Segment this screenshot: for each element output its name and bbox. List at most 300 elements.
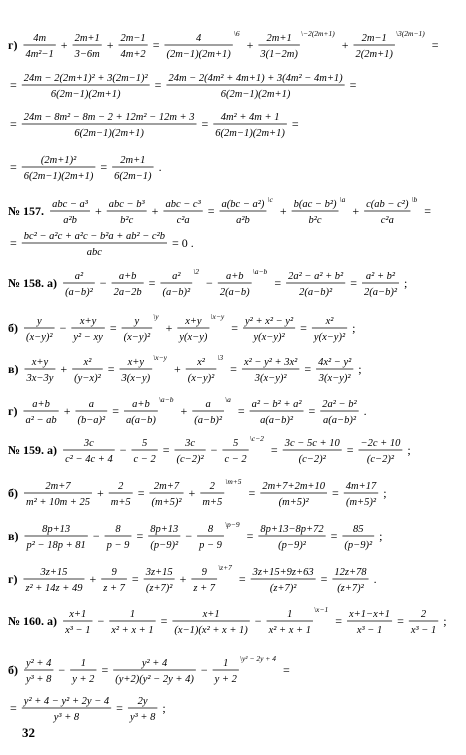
fraction — [344, 481, 378, 508]
operator: = — [131, 572, 139, 586]
extra-factor: \b — [411, 195, 418, 204]
fraction — [197, 520, 240, 551]
denominator: x² + x + 1 — [268, 625, 311, 636]
operator: = — [160, 614, 168, 628]
fraction — [163, 199, 202, 226]
operator: + — [89, 572, 97, 586]
fraction — [258, 29, 335, 60]
fraction — [218, 267, 268, 298]
operator: − — [92, 529, 100, 543]
fraction — [131, 438, 157, 465]
numerator: 5 — [232, 438, 239, 449]
numerator: a² — [172, 271, 181, 282]
numerator: 9 — [111, 567, 117, 578]
numerator: 3c − 5c + 10 — [284, 438, 340, 449]
numerator: x² — [83, 357, 92, 368]
denominator: (p−9)² — [150, 540, 179, 551]
numerator: y² + x² − y² — [245, 316, 294, 327]
operator: = — [201, 117, 209, 131]
operator: − — [59, 321, 67, 335]
numerator: 2m+1 — [74, 33, 100, 44]
numerator: 4m² + 4m + 1 — [220, 112, 280, 123]
denominator: a(a−b)² — [260, 415, 294, 426]
fraction — [124, 395, 174, 426]
operator: = — [10, 160, 17, 174]
fraction — [250, 399, 304, 426]
numerator: x² — [325, 316, 334, 327]
numerator: y² + 4 — [26, 658, 52, 669]
equation-row — [8, 267, 407, 298]
numerator: a — [88, 399, 94, 410]
fraction — [24, 658, 53, 685]
problem-label: № 157. — [8, 204, 45, 218]
fraction — [192, 395, 231, 426]
extra-factor: \c — [267, 195, 273, 204]
denominator: 2(a−b)² — [299, 287, 333, 298]
fraction — [107, 199, 147, 226]
fraction — [286, 271, 345, 298]
numerator: 1 — [129, 609, 136, 620]
numerator: 2y — [137, 696, 148, 707]
operator: ; — [443, 614, 447, 628]
fraction — [258, 524, 325, 551]
denominator: 3(x−y)² — [318, 373, 351, 384]
operator: + — [94, 204, 102, 218]
numerator: 9 — [201, 567, 207, 578]
denominator: p − 9 — [106, 540, 130, 551]
operator: = — [246, 529, 254, 543]
operator: = — [100, 160, 108, 174]
denominator: y(x−y)² — [313, 332, 346, 343]
denominator: m+5 — [110, 497, 131, 508]
fraction — [109, 609, 155, 636]
denominator: x³ − 1 — [65, 625, 91, 636]
extra-factor: \x−1 — [313, 605, 329, 614]
fraction — [22, 231, 167, 258]
operator: + — [179, 572, 187, 586]
denominator: (c−2)² — [298, 454, 326, 465]
numerator: 2 — [209, 481, 215, 492]
problem-label: г) — [8, 404, 18, 418]
operator: = — [116, 701, 123, 715]
fraction — [23, 33, 55, 60]
extra-factor: \a — [225, 395, 231, 404]
operator: ; — [358, 362, 362, 376]
operator: = — [274, 276, 282, 290]
denominator: y³ + 8 — [129, 712, 156, 723]
numerator: 3z+15 — [145, 567, 173, 578]
problem-label: б) — [8, 321, 18, 335]
extra-factor: \c−2 — [249, 434, 264, 443]
numerator: 2m+7+2m+10 — [262, 481, 325, 492]
operator: = — [304, 362, 312, 376]
equation-row — [10, 696, 166, 723]
numerator: 2m+1 — [120, 155, 146, 166]
numerator: 2m+7 — [45, 481, 71, 492]
denominator: (a−b)² — [65, 287, 93, 298]
numerator: 85 — [353, 524, 364, 535]
numerator: x+y — [79, 316, 97, 327]
denominator: 3(x−y) — [121, 373, 151, 384]
numerator: a² − b² + a² — [251, 399, 302, 410]
equation-row — [10, 112, 299, 139]
numerator: a(bc − a²) — [221, 199, 265, 210]
operator: + — [352, 204, 360, 218]
numerator: abc − a³ — [52, 199, 88, 210]
denominator: x³ − 1 — [356, 625, 383, 636]
extra-factor: \m+5 — [225, 477, 242, 486]
operator: + — [173, 362, 181, 376]
fraction — [213, 112, 287, 139]
fraction — [172, 609, 249, 636]
operator: = — [424, 204, 432, 218]
operator: − — [58, 663, 66, 677]
fraction — [23, 567, 84, 594]
numerator: a² + b² — [365, 271, 396, 282]
denominator: c² − 4c + 4 — [65, 454, 113, 465]
denominator: c²a — [176, 215, 190, 226]
numerator: 2a² − a² + b² — [288, 271, 344, 282]
denominator: 2(a−b) — [219, 287, 250, 298]
denominator: (x−y)² — [26, 332, 53, 343]
operator: . — [373, 572, 377, 586]
fraction — [148, 524, 180, 551]
extra-factor: \a−b — [158, 395, 174, 404]
numerator: x+1 — [69, 609, 87, 620]
numerator: (2m+1)² — [40, 155, 77, 166]
denominator: (y−x)² — [74, 373, 101, 384]
numerator: 2m−1 — [120, 33, 146, 44]
fraction — [63, 271, 95, 298]
fraction — [75, 399, 107, 426]
fraction — [260, 481, 327, 508]
numerator: a+b — [132, 399, 150, 410]
extra-factor: \y — [153, 312, 159, 321]
problem-label: г) — [8, 38, 18, 52]
numerator: y² + 4 − y² + 2y − 4 — [23, 696, 110, 707]
numerator: 2 — [420, 609, 427, 620]
numerator: 4m — [33, 33, 47, 44]
fraction — [342, 524, 374, 551]
denominator: c²a — [380, 215, 394, 226]
numerator: y — [134, 316, 140, 327]
denominator: b²c — [308, 215, 322, 226]
numerator: x² − y² + 3x² — [243, 357, 298, 368]
denominator: (z+7)² — [145, 583, 173, 594]
denominator: (p−9)² — [344, 540, 373, 551]
denominator: a(a−b) — [125, 415, 156, 426]
operator: = — [283, 663, 290, 677]
extra-factor: \x−y — [210, 312, 225, 321]
denominator: y³ + 8 — [53, 712, 80, 723]
fraction — [72, 357, 103, 384]
fraction — [347, 609, 392, 636]
denominator: (x−y)² — [123, 332, 151, 343]
problem-label: № 160. а) — [8, 614, 58, 628]
problem-label: б) — [8, 663, 18, 677]
equation-row — [8, 29, 439, 60]
fraction — [213, 654, 277, 685]
fraction — [22, 112, 197, 139]
equation-row — [8, 654, 290, 685]
denominator: (z+7)² — [337, 583, 364, 594]
fraction — [120, 353, 168, 384]
operator: = — [332, 486, 339, 500]
numerator: x+1−x+1 — [348, 609, 391, 620]
fraction — [22, 73, 150, 100]
extra-factor: \3 — [217, 353, 224, 362]
fraction — [24, 481, 92, 508]
fraction — [101, 567, 127, 594]
operator: = — [237, 404, 245, 418]
numerator: y² + 4 — [141, 658, 168, 669]
denominator: 4m²−1 — [25, 49, 54, 60]
denominator: c − 2 — [224, 454, 247, 465]
denominator: (x−y)² — [187, 373, 215, 384]
numerator: a² — [74, 271, 84, 282]
equation-row — [10, 73, 357, 100]
denominator: (a−b)² — [162, 287, 191, 298]
operator: = — [10, 236, 17, 250]
fraction — [119, 33, 148, 60]
operator: = — [101, 663, 109, 677]
equation-row — [8, 195, 431, 226]
denominator: 3−6m — [74, 49, 100, 60]
fraction — [332, 567, 368, 594]
denominator: (m+5)² — [278, 497, 309, 508]
numerator: 12z+78 — [334, 567, 367, 578]
operator: = — [330, 529, 338, 543]
fraction — [105, 524, 132, 551]
equation-row — [8, 605, 447, 636]
fraction — [24, 524, 87, 551]
numerator: 8 — [207, 524, 214, 535]
operator: − — [200, 663, 208, 677]
denominator: 6(2m−1)(2m+1) — [220, 89, 291, 100]
numerator: a — [205, 399, 211, 410]
operator: = 0 . — [172, 236, 194, 250]
fraction — [23, 399, 58, 426]
denominator: z² + 14z + 49 — [25, 583, 83, 594]
denominator: 3(1−2m) — [260, 49, 298, 60]
fraction — [113, 658, 196, 685]
equation-row — [8, 312, 355, 343]
operator: + — [165, 321, 173, 335]
fraction — [122, 312, 160, 343]
denominator: (b−a)² — [77, 415, 106, 426]
operator: + — [246, 38, 254, 52]
extra-factor: \−2(2m+1) — [300, 29, 335, 38]
equation-row — [8, 563, 377, 594]
numerator: 2 — [118, 481, 124, 492]
operator: + — [60, 362, 68, 376]
fraction — [364, 195, 417, 226]
numerator: 4 — [196, 33, 202, 44]
fraction — [50, 199, 90, 226]
numerator: x+y — [185, 316, 202, 327]
operator: = — [397, 614, 404, 628]
operator: + — [188, 486, 196, 500]
fraction — [63, 438, 115, 465]
fraction — [191, 563, 232, 594]
operator: ; — [407, 443, 411, 457]
denominator: (2m−1)(2m+1) — [166, 49, 231, 60]
numerator: abc − b³ — [108, 199, 145, 210]
denominator: a² − ab — [25, 415, 57, 426]
numerator: x² — [197, 357, 205, 368]
numerator: 2a² − b² — [322, 399, 357, 410]
operator: = — [248, 486, 256, 500]
fraction — [70, 658, 96, 685]
operator: . — [363, 404, 367, 418]
extra-factor: \2 — [193, 267, 200, 276]
denominator: x² + x + 1 — [111, 625, 154, 636]
numerator: 8 — [115, 524, 121, 535]
denominator: x³ − 1 — [410, 625, 437, 636]
operator: = — [154, 78, 162, 92]
numerator: 2m+7 — [153, 481, 180, 492]
operator: = — [349, 78, 357, 92]
fraction — [243, 316, 295, 343]
operator: ; — [162, 701, 166, 715]
denominator: (p−9)² — [278, 540, 306, 551]
denominator: abc — [86, 247, 102, 258]
numerator: 8p+13 — [42, 524, 71, 535]
denominator: 6(2m−1)(2m+1) — [50, 89, 121, 100]
numerator: 3z+15 — [40, 567, 68, 578]
operator: − — [254, 614, 262, 628]
denominator: 6(2m−1) — [114, 171, 152, 182]
fraction — [220, 195, 274, 226]
operator: + — [151, 204, 159, 218]
numerator: 8p+13 — [150, 524, 179, 535]
operator: = — [112, 404, 119, 418]
numerator: 3c — [83, 438, 94, 449]
equation-row — [8, 477, 387, 508]
denominator: c − 2 — [133, 454, 156, 465]
operator: = — [10, 78, 17, 92]
denominator: a(a−b)² — [322, 415, 356, 426]
fraction — [149, 481, 183, 508]
problem-label: № 159. а) — [8, 443, 58, 457]
operator: = — [162, 443, 170, 457]
numerator: x+y — [127, 357, 145, 368]
operator: ; — [379, 529, 383, 543]
equation-row — [10, 231, 194, 258]
fraction — [109, 481, 133, 508]
operator: + — [63, 404, 71, 418]
operator: + — [279, 204, 287, 218]
operator: = — [207, 204, 215, 218]
fraction — [144, 567, 175, 594]
operator: = — [308, 404, 316, 418]
fraction — [312, 316, 347, 343]
numerator: x+y — [31, 357, 49, 368]
equation-row — [8, 395, 367, 426]
fraction — [283, 438, 342, 465]
fraction — [320, 399, 358, 426]
denominator: 2(a−b)² — [364, 287, 397, 298]
denominator: y² − xy — [73, 332, 103, 343]
operator: + — [106, 38, 114, 52]
denominator: (x−1)(x² + x + 1) — [174, 625, 248, 636]
denominator: y + 2 — [72, 674, 95, 685]
denominator: 6(2m−1)(2m+1) — [215, 128, 285, 139]
fraction — [200, 477, 241, 508]
extra-factor: \a−b — [252, 267, 268, 276]
denominator: m² + 10m + 25 — [26, 497, 90, 508]
fraction — [128, 696, 157, 723]
denominator: 2a−2b — [113, 287, 142, 298]
operator: = — [431, 38, 439, 52]
numerator: b(ac − b²) — [293, 199, 337, 210]
fraction — [358, 438, 402, 465]
numerator: 3c — [185, 438, 196, 449]
problem-label: № 158. а) — [8, 276, 58, 290]
denominator: 6(2m−1)(2m+1) — [23, 171, 94, 182]
operator: = — [109, 321, 117, 335]
fraction — [409, 609, 438, 636]
problem-label: г) — [8, 572, 18, 586]
operator: = — [346, 443, 354, 457]
fraction — [73, 33, 102, 60]
numerator: abc − c³ — [165, 199, 201, 210]
numerator: bc² − a²c + a²c − b²a + ab² − c²b — [23, 231, 165, 242]
fraction — [112, 271, 144, 298]
operator: = — [238, 572, 246, 586]
fraction — [251, 567, 316, 594]
fraction — [112, 155, 153, 182]
denominator: (a−b)² — [194, 415, 222, 426]
numerator: 1 — [80, 658, 86, 669]
denominator: m+5 — [202, 497, 223, 508]
operator: − — [119, 443, 127, 457]
extra-factor: \3(2m−1) — [395, 29, 425, 38]
fraction — [292, 195, 346, 226]
denominator: y(x−y)² — [253, 332, 285, 343]
extra-factor: \a — [339, 195, 346, 204]
operator: = — [335, 614, 342, 628]
numerator: 8p+13−8p+72 — [260, 524, 324, 535]
fraction — [242, 357, 299, 384]
numerator: y — [36, 316, 42, 327]
extra-factor: \6 — [233, 29, 240, 38]
operator: = — [152, 38, 160, 52]
denominator: 3(x−y)² — [254, 373, 287, 384]
fraction — [175, 438, 206, 465]
numerator: 1 — [223, 658, 229, 669]
numerator: 5 — [141, 438, 148, 449]
operator: = — [270, 443, 278, 457]
operator: + — [60, 38, 68, 52]
operator: = — [350, 276, 357, 290]
equation-row — [8, 353, 362, 384]
fraction — [186, 353, 224, 384]
fraction — [166, 73, 344, 100]
denominator: z + 7 — [193, 583, 216, 594]
operator: − — [206, 276, 213, 290]
operator: = — [291, 117, 299, 131]
numerator: 2m+1 — [266, 33, 292, 44]
problem-label: в) — [8, 362, 19, 376]
operator: = — [300, 321, 307, 335]
numerator: c(ab − c²) — [366, 199, 409, 210]
denominator: (m+5)² — [151, 497, 182, 508]
numerator: 1 — [287, 609, 293, 620]
denominator: y³ + 8 — [26, 674, 52, 685]
numerator: 24m − 8m² − 8m − 2 + 12m² − 12m + 3 — [23, 112, 195, 123]
fraction — [362, 271, 399, 298]
